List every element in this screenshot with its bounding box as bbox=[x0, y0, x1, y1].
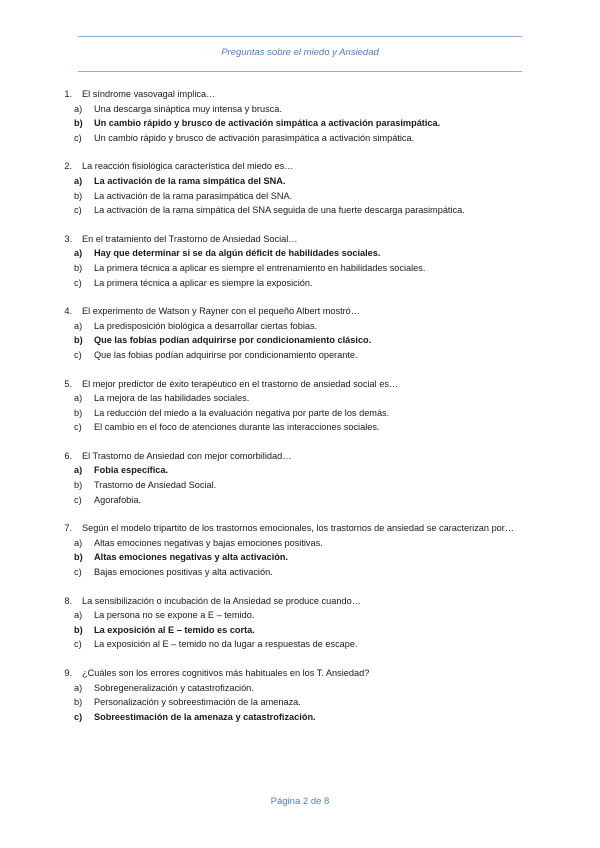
question-number: 1. bbox=[64, 89, 72, 99]
answer-option bbox=[48, 695, 548, 710]
option-letter: b) bbox=[74, 190, 83, 201]
question-item bbox=[48, 666, 548, 724]
option-letter: c) bbox=[74, 277, 82, 288]
answer-option-correct bbox=[48, 333, 548, 348]
page-header-title: Preguntas sobre el miedo y Ansiedad bbox=[221, 47, 379, 58]
question-number: 4. bbox=[64, 306, 72, 317]
answer-option bbox=[48, 637, 548, 652]
question-item bbox=[48, 304, 548, 362]
answer-option-correct bbox=[48, 710, 548, 725]
answer-option bbox=[48, 102, 548, 117]
question-text: El Trastorno de Ansiedad con mejor comorbilidad… bbox=[82, 450, 292, 461]
option-text: Hay que determinar si se da algún déficit de habilidades sociales. bbox=[94, 248, 381, 259]
answer-option bbox=[48, 536, 548, 551]
option-letter: c) bbox=[74, 132, 82, 143]
answer-option-correct bbox=[48, 174, 548, 189]
question-text: La reacción fisiológica característica del miedo es… bbox=[82, 161, 294, 172]
question-line bbox=[48, 449, 548, 464]
question-line bbox=[48, 521, 548, 536]
option-letter: b) bbox=[74, 262, 83, 273]
question-line bbox=[48, 377, 548, 392]
option-letter: b) bbox=[74, 407, 83, 418]
question-item bbox=[48, 449, 548, 507]
option-text: Fobia específica. bbox=[94, 465, 169, 476]
header-rule-bottom bbox=[78, 71, 522, 72]
option-letter: c) bbox=[74, 711, 83, 722]
question-text: El síndrome vasovagal implica… bbox=[82, 89, 216, 99]
header-rule-top bbox=[78, 36, 522, 37]
option-text: Que las fobias podían adquirirse por condicionamiento operante. bbox=[94, 349, 358, 360]
answer-option bbox=[48, 681, 548, 696]
question-number: 7. bbox=[64, 523, 72, 534]
option-text: La primera técnica a aplicar es siempre el entrenamiento en habilidades sociales. bbox=[94, 262, 426, 273]
option-text: Sobreestimación de la amenaza y catastrofización. bbox=[94, 711, 316, 722]
page-footer: Página 2 de 8 bbox=[270, 796, 330, 807]
answer-option bbox=[48, 493, 548, 508]
option-letter: a) bbox=[74, 465, 83, 476]
option-letter: b) bbox=[74, 335, 83, 346]
question-text: ¿Cuáles son los errores cognitivos más habituales en los T. Ansiedad? bbox=[82, 668, 370, 678]
question-list bbox=[48, 87, 548, 738]
question-item bbox=[48, 232, 548, 290]
option-letter: c) bbox=[74, 639, 82, 650]
option-text: La mejora de las habilidades sociales. bbox=[94, 393, 250, 404]
question-number: 6. bbox=[64, 450, 72, 461]
option-letter: b) bbox=[74, 118, 83, 129]
answer-option bbox=[48, 608, 548, 623]
question-number: 8. bbox=[64, 595, 72, 606]
option-text: Bajas emociones positivas y alta activación. bbox=[94, 567, 273, 578]
question-line bbox=[48, 666, 548, 681]
option-text: Un cambio rápido y brusco de activación simpática a activación parasimpática. bbox=[94, 118, 441, 129]
answer-option bbox=[48, 478, 548, 493]
option-text: Altas emociones negativas y bajas emociones positivas. bbox=[94, 537, 323, 548]
answer-option bbox=[48, 203, 548, 218]
option-text: Que las fobias podían adquirirse por condicionamiento clásico. bbox=[94, 335, 372, 346]
answer-option bbox=[48, 261, 548, 276]
question-number: 2. bbox=[64, 161, 72, 172]
option-text: Agorafobia. bbox=[94, 494, 141, 505]
option-letter: b) bbox=[74, 480, 83, 491]
question-text: El experimento de Watson y Rayner con el pequeño Albert mostró… bbox=[82, 306, 360, 317]
option-letter: c) bbox=[74, 494, 82, 505]
option-text: La predisposición biológica a desarrollar ciertas fobias. bbox=[94, 320, 318, 331]
answer-option-correct bbox=[48, 550, 548, 565]
question-item bbox=[48, 377, 548, 435]
option-text: La activación de la rama simpática del SNA seguida de una fuerte descarga parasimpática. bbox=[94, 205, 465, 216]
option-letter: a) bbox=[74, 320, 83, 331]
question-line bbox=[48, 304, 548, 319]
question-item bbox=[48, 594, 548, 652]
option-text: La activación de la rama parasimpática del SNA. bbox=[94, 190, 293, 201]
option-letter: c) bbox=[74, 205, 82, 216]
option-text: Trastorno de Ansiedad Social. bbox=[94, 480, 217, 491]
option-text: La primera técnica a aplicar es siempre la exposición. bbox=[94, 277, 313, 288]
option-text: La persona no se expone a E – temido. bbox=[94, 610, 255, 621]
question-text: La sensibilización o incubación de la Ansiedad se produce cuando… bbox=[82, 595, 361, 606]
answer-option-correct bbox=[48, 463, 548, 478]
option-text: El cambio en el foco de atenciones durante las interacciones sociales. bbox=[94, 422, 380, 433]
option-text: Personalización y sobreestimación de la amenaza. bbox=[94, 697, 301, 708]
question-number: 3. bbox=[64, 233, 72, 244]
question-text: Según el modelo tripartito de los trastornos emocionales, los trastornos de ansiedad se caracterizan por… bbox=[82, 523, 515, 534]
answer-option bbox=[48, 391, 548, 406]
answer-option bbox=[48, 348, 548, 363]
question-line bbox=[48, 159, 548, 174]
question-item bbox=[48, 159, 548, 217]
question-text: En el tratamiento del Trastorno de Ansiedad Social… bbox=[82, 233, 298, 244]
option-letter: a) bbox=[74, 103, 83, 114]
option-letter: a) bbox=[74, 175, 83, 186]
question-number: 5. bbox=[64, 378, 72, 389]
option-text: La activación de la rama simpática del SNA. bbox=[94, 175, 286, 186]
option-text: La reducción del miedo a la evaluación negativa por parte de los demás. bbox=[94, 407, 390, 418]
question-line bbox=[48, 87, 548, 102]
option-letter: b) bbox=[74, 552, 83, 563]
option-letter: b) bbox=[74, 697, 83, 708]
option-text: Sobregeneralización y catastrofización. bbox=[94, 682, 254, 693]
option-letter: c) bbox=[74, 349, 82, 360]
question-item bbox=[48, 87, 548, 145]
answer-option-correct bbox=[48, 623, 548, 638]
option-text: Altas emociones negativas y alta activación. bbox=[94, 552, 289, 563]
option-text: Una descarga sináptica muy intensa y brusca. bbox=[94, 103, 282, 114]
answer-option bbox=[48, 565, 548, 580]
option-letter: c) bbox=[74, 422, 82, 433]
option-letter: a) bbox=[74, 393, 83, 404]
option-text: Un cambio rápido y brusco de activación parasimpática a activación simpática. bbox=[94, 132, 415, 143]
answer-option bbox=[48, 319, 548, 334]
option-text: La exposición al E – temido no da lugar a respuestas de escape. bbox=[94, 639, 358, 650]
option-letter: a) bbox=[74, 682, 83, 693]
answer-option-correct bbox=[48, 116, 548, 131]
answer-option-correct bbox=[48, 246, 548, 261]
question-line bbox=[48, 594, 548, 609]
option-text: La exposición al E – temido es corta. bbox=[94, 624, 255, 635]
option-letter: b) bbox=[74, 624, 83, 635]
option-letter: c) bbox=[74, 567, 82, 578]
answer-option bbox=[48, 276, 548, 291]
option-letter: a) bbox=[74, 248, 83, 259]
question-item bbox=[48, 521, 548, 579]
answer-option bbox=[48, 189, 548, 204]
answer-option bbox=[48, 406, 548, 421]
option-letter: a) bbox=[74, 610, 83, 621]
question-line bbox=[48, 232, 548, 247]
answer-option bbox=[48, 420, 548, 435]
option-letter: a) bbox=[74, 537, 83, 548]
question-text: El mejor predictor de éxito terapéutico en el trastorno de ansiedad social es… bbox=[82, 378, 399, 389]
answer-option bbox=[48, 131, 548, 146]
question-number: 9. bbox=[64, 668, 72, 678]
